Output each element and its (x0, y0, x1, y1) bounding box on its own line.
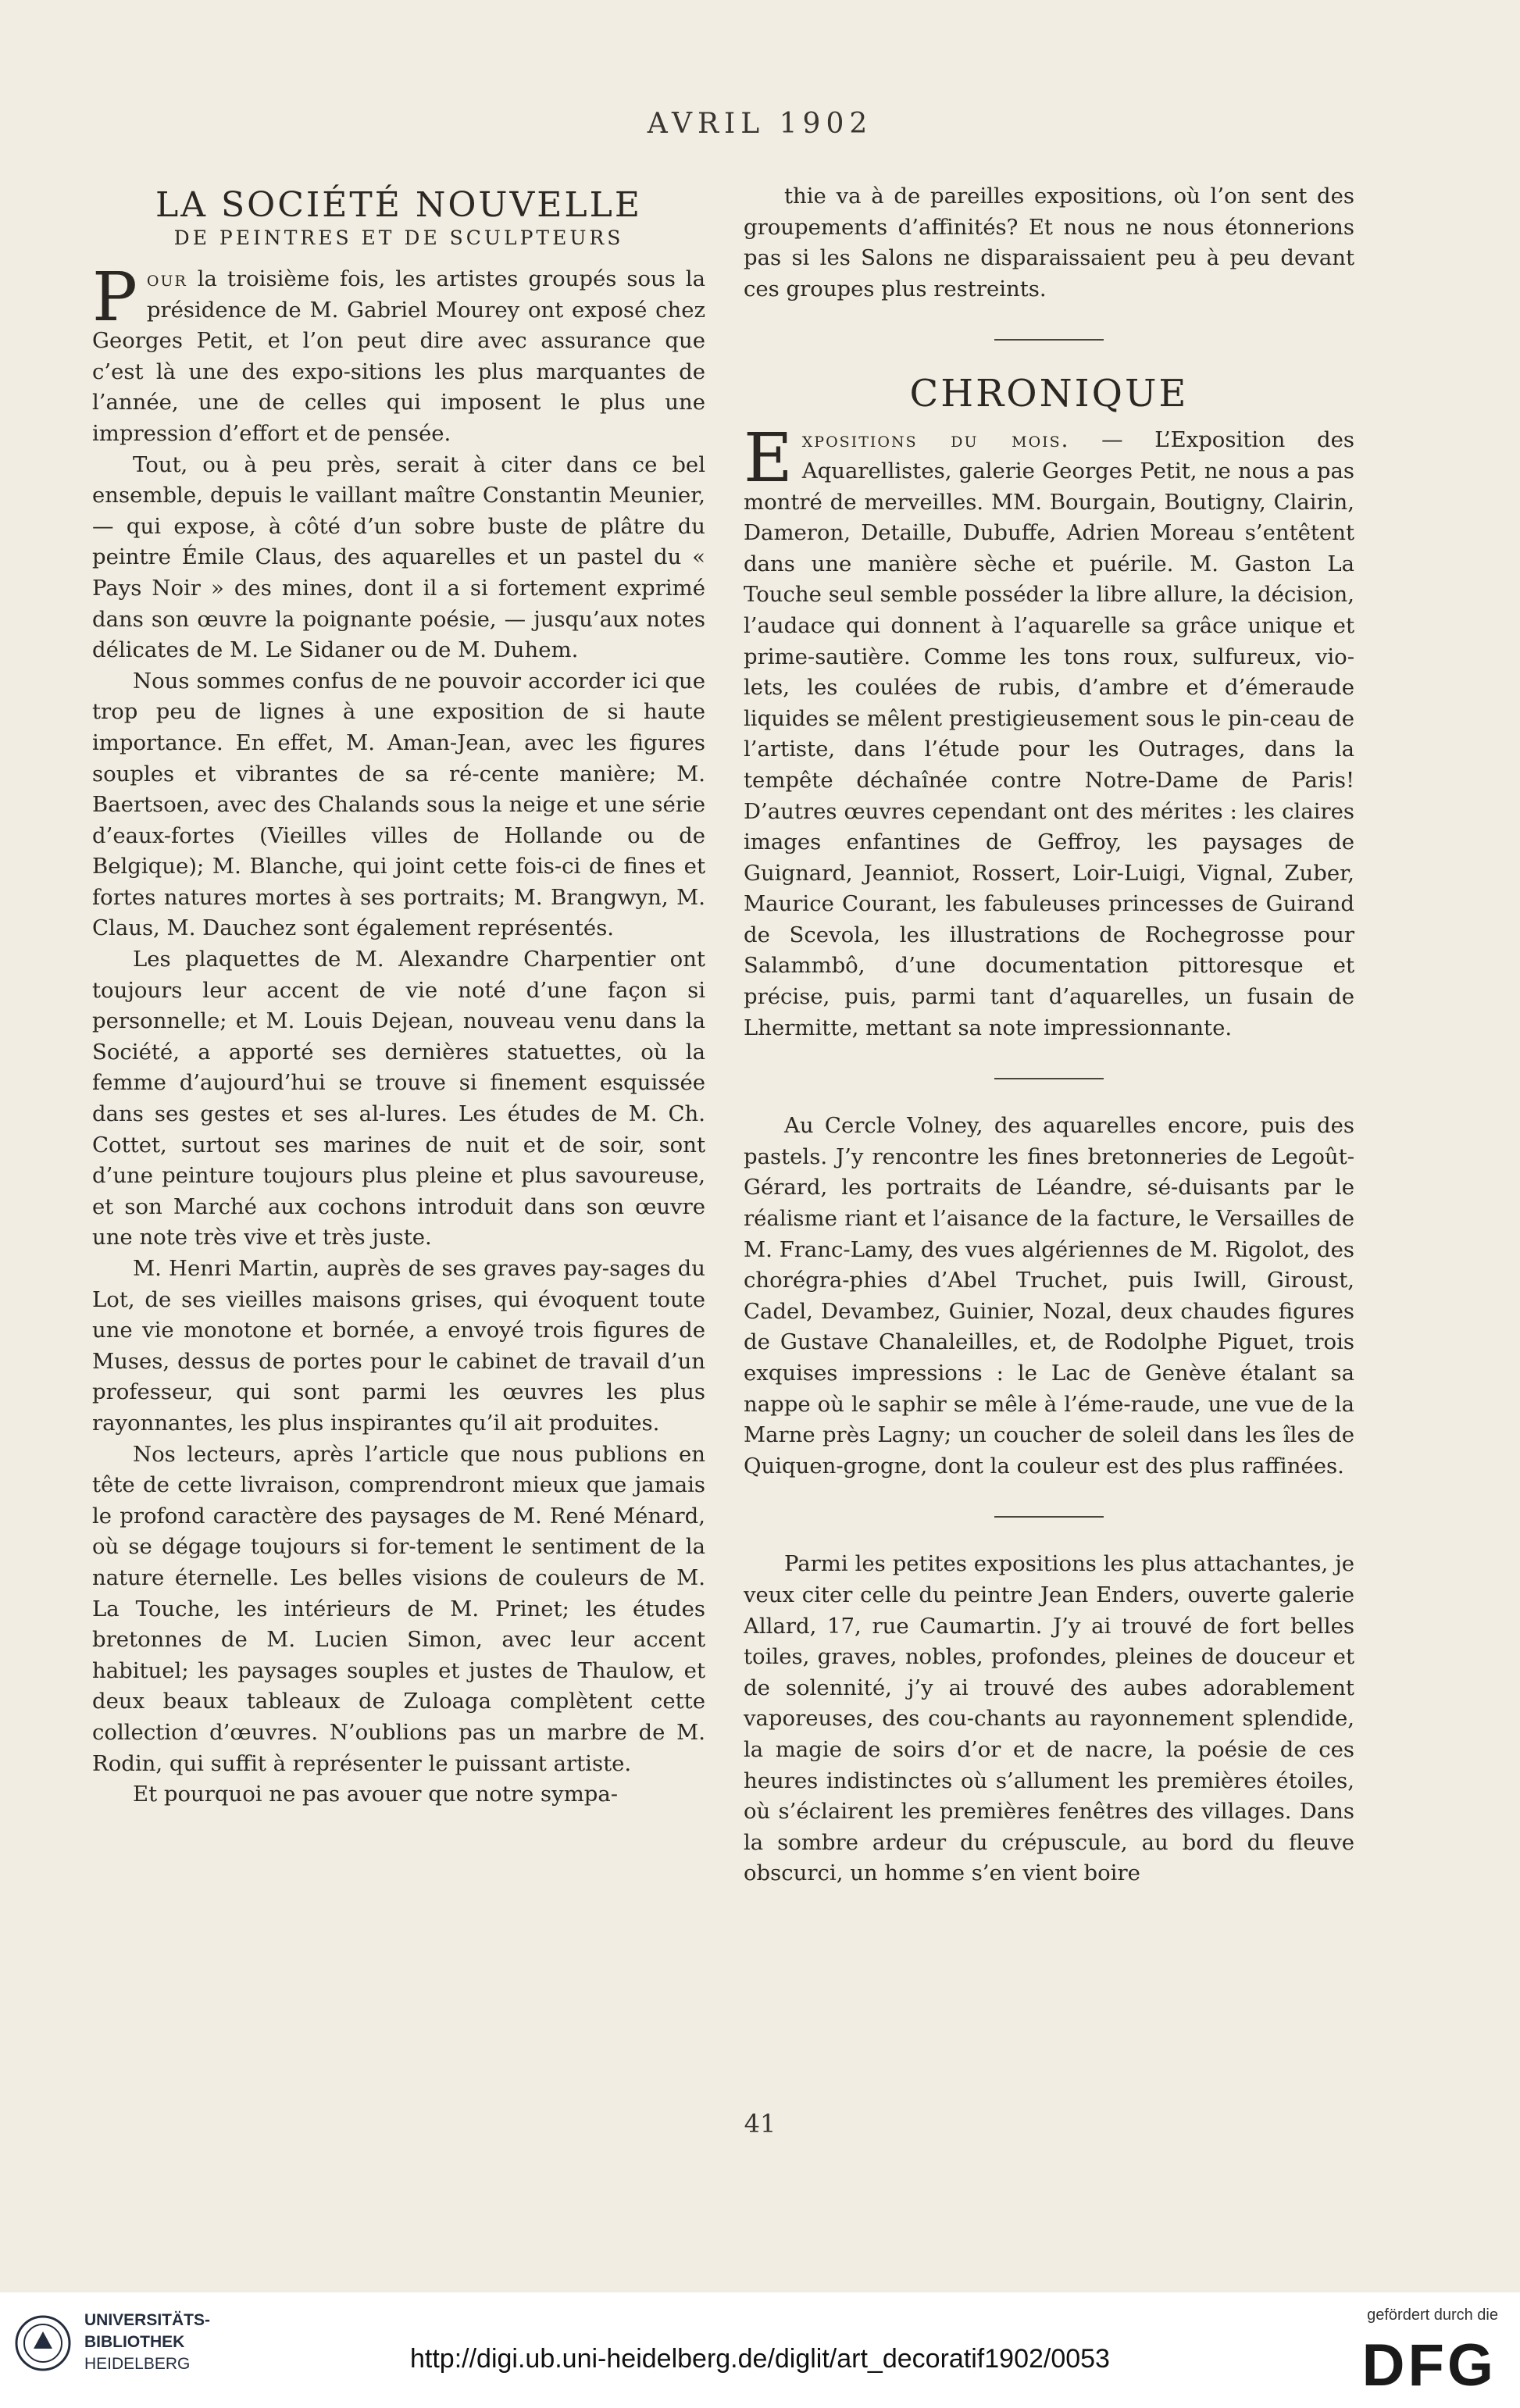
paragraph: Nous sommes confus de ne pouvoir accorder ici que trop peu de lignes à une exposition de si haute importance. En effet, M. Aman-Jean, avec les figures souples et vibrantes de sa ré-cente manière; M. Baertsoen, avec des Chalands sous la neige et une série d’eaux-fortes (Vieilles villes de Hollande ou de Belgique); M. Blanche, qui joint cette fois-ci de fines et fortes natures mortes à ses portraits; M. Brangwyn, M. Claus, M. Dauchez sont également représentés. (92, 668, 705, 941)
funding-note: gefördert durch die (1367, 2306, 1498, 2324)
paragraph: Et pourquoi ne pas avouer que notre sympa- (133, 1782, 619, 1807)
dfg-logo: DFG (1361, 2332, 1497, 2399)
drop-cap: E (744, 419, 793, 498)
digitization-footer (0, 2292, 1520, 2408)
article-subtitle: DE PEINTRES ET DE SCULPTEURS (173, 227, 624, 249)
paragraph (92, 259, 705, 450)
paragraph-text: — L’Exposition des Aquarellistes, galerie Georges Petit, ne nous a pas montré de merveilles. MM. Bourgain, Boutigny, Clairin, Dameron, Detaille, Dubuffe, Adrien Moreau s’entêtent dans une manière sèche et puérile. M. Gaston La Touche seul semble posséder la libre allure, la décision, l’audace qui donnent à l’aquarelle sa grâce unique et prime-sautière. Comme les tons roux, sulfureux, vio-lets, les coulées de rubis, d’ambre et d’émeraude liquides se mêlent prestigieusement sous le pin-ceau de l’artiste, dans l’étude pour les Outrages, dans la tempête déchaînée contre Notre-Dame de Paris! D’autres œuvres cependant ont des mérites : les claires images enfantines de Geffroy, les paysages de Guignard, Jeanniot, Rossert, Loir-Luigi, Vignal, Zuber, Maurice Courant, les fabuleuses princesses de Guirand de Scevola, les illustrations de Rochegrosse pour Salammbô, d’une documentation pittoresque et précise, puis, parmi tant d’aquarelles, un fusain de Lhermitte, mettant sa note impressionnante. (744, 427, 1355, 1040)
section-divider (994, 1078, 1104, 1079)
section-title: CHRONIQUE (909, 372, 1189, 416)
library-line: UNIVERSITÄTS- (84, 2311, 211, 2329)
paragraph (744, 419, 1355, 1043)
left-column (92, 181, 705, 1810)
section-divider (994, 339, 1104, 341)
paragraph: Parmi les petites expositions les plus attachantes, je veux citer celle du peintre Jean Enders, ouverte galerie Allard, 17, rue Caumartin. J’y ai trouvé de fort belles toiles, graves, nobles, profondes, pleines de douceur et de solennité, j’y ai trouvé des aubes adorablement vaporeuses, des cou-chants au rayonnement splendide, la magie de soirs d’or et de nacre, la poésie de ces heures indistinctes où s’allument les premières étoiles, où s’éclairent les premières fenêtres des villages. Dans la sombre ardeur du crépuscule, au bord du fleuve obscurci, un homme s’en vient boire (744, 1551, 1354, 1886)
right-column (744, 181, 1354, 1889)
paragraph: Les plaquettes de M. Alexandre Charpentier ont toujours leur accent de vie noté d’une façon si personnelle; et M. Louis Dejean, nouveau venu dans la Société, a apporté ses dernières statuettes, où la femme d’aujourd’hui se trouve si finement esquissée dans ses gestes et ses al-lures. Les études de M. Ch. Cottet, surtout ses marines de nuit et de soir, sont d’une peinture toujours plus pleine et plus savoureuse, et son Marché aux cochons introduit dans son œuvre une note très vive et très juste. (92, 947, 705, 1250)
paragraph: M. Henri Martin, auprès de ses graves pay-sages du Lot, de ses vieilles maisons grises, qui évoquent toute une vie monotone et bornée, a envoyé trois figures de Muses, dessus de portes pour le cabinet de travail d’un professeur, qui sont parmi les œuvres les plus rayonnantes, les plus inspirantes qu’il ait produites. (92, 1256, 705, 1436)
paragraph: thie va à de pareilles expositions, où l’on sent des groupements d’affinités? Et nous ne nous étonnerions pas si les Salons ne disparaissaient peu à peu devant ces groupes plus restreints. (744, 184, 1354, 301)
lead-in-smallcaps: our (146, 266, 187, 291)
library-line: BIBLIOTHEK (84, 2333, 185, 2351)
library-line: HEIDELBERG (84, 2355, 191, 2373)
permalink-url[interactable]: http://digi.ub.uni-heidelberg.de/diglit/art_decoratif1902/0053 (410, 2344, 1110, 2374)
drop-cap: P (92, 259, 137, 337)
paragraph: Nos lecteurs, après l’article que nous publions en tête de cette livraison, comprendront mieux que jamais le profond caractère des paysages de M. René Ménard, où se dégage toujours si for-tement le sentiment de la nature éternelle. Les belles visions de couleurs de M. La Touche, les intérieurs de M. Prinet; les études bretonnes de M. Lucien Simon, avec leur accent habituel; les paysages souples et justes de Thaulow, et deux beaux tableaux de Zuloaga complètent cette collection d’œuvres. N’oublions pas un marbre de M. Rodin, qui suffit à représenter le puissant artiste. (92, 1441, 705, 1776)
section-divider (994, 1516, 1104, 1518)
article-title: LA SOCIÉTÉ NOUVELLE (155, 185, 642, 225)
page-number: 41 (744, 2109, 776, 2139)
paragraph-text: la troisième fois, les artistes groupés sous la présidence de M. Gabriel Mourey ont exposé chez Georges Petit, et l’on peut dire avec assurance que c’est là une des expo-sitions les plus marquantes de l’année, une de celles qui imposent le plus une impression d’effort et de pensée. (92, 266, 705, 446)
lead-in-smallcaps: xpositions du mois. (801, 427, 1070, 453)
paragraph: Au Cercle Volney, des aquarelles encore, puis des pastels. J’y rencontre les fines bretonneries de Legoût-Gérard, les portraits de Léandre, sé-duisants par le réalisme riant et l’aisance de la facture, le Versailles de M. Franc-Lamy, des vues algériennes de M. Rigolot, des chorégra-phies d’Abel Truchet, puis Iwill, Giroust, Cadel, Devambez, Guinier, Nozal, deux chaudes figures de Gustave Chanaleilles, et, de Rodolphe Piguet, trois exquises impressions : le Lac de Genève étalant sa nappe où le saphir se mêle à l’éme-raude, une vue de la Marne près Lagny; un coucher de soleil dans les îles de Quiquen-grogne, dont la couleur est des plus raffinées. (744, 1113, 1354, 1479)
running-head: AVRIL 1902 (647, 108, 873, 140)
paragraph: Tout, ou à peu près, serait à citer dans ce bel ensemble, depuis le vaillant maître Constantin Meunier, — qui expose, à côté d’un sobre buste de plâtre du peintre Émile Claus, des aquarelles et un pastel du « Pays Noir » des mines, dont il a si fortement exprimé dans son œuvre la poignante poésie, — jusqu’aux notes délicates de M. Le Sidaner ou de M. Duhem. (92, 451, 705, 663)
